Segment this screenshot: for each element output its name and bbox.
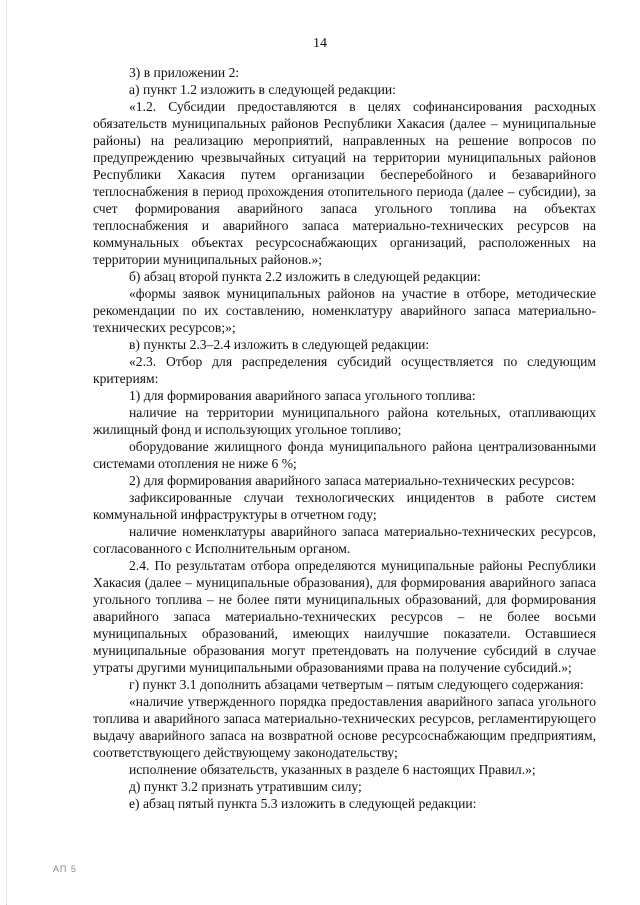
paragraph-forms-of-applications: «формы заявок муниципальных районов на участие в отборе, методические рекомендации по их составлению, номенклатуру аварийного запаса материально-технических ресурсов;»;: [93, 286, 596, 335]
footer-document-code: АП 5: [53, 864, 77, 874]
paragraph-item-g: г) пункт 3.1 дополнить абзацами четвертым – пятым следующего содержания:: [129, 677, 584, 692]
paragraph-approved-procedure: «наличие утвержденного порядка предоставления аварийного запаса угольного топлива и аварийного запаса материально-технических ресурсов, регламентирующего выдачу аварийного запаса на возвратной основе ресурсоснабжающим предприятиям, соответствующего действующему законодательству;: [93, 694, 596, 760]
paragraph-clause-2-4: 2.4. По результатам отбора определяются муниципальные районы Республики Хакасия (далее – муниципальные образования), для формирования аварийного запаса угольного топлива – не более пяти муниципальных образований, для формирования аварийного запаса материально-технических ресурсов – не более восьми муниципальных образований, имеющих наилучшие показатели. Оставшиеся муниципальные образования могут претендовать на получение субсидий в случае утраты другими муниципальными образованиями права на получение субсидий.»;: [93, 558, 596, 675]
paragraph-item-a: а) пункт 1.2 изложить в следующей редакции:: [129, 82, 396, 97]
paragraph-nomenclature: наличие номенклатуры аварийного запаса материально-технических ресурсов, согласованного с Исполнительным органом.: [93, 524, 596, 556]
paragraph-incidents: зафиксированные случаи технологических инцидентов в работе систем коммунальной инфраструктуры в отчетном году;: [93, 490, 596, 522]
paragraph-item-d: д) пункт 3.2 признать утратившим силу;: [129, 779, 362, 794]
paragraph-item-v: в) пункты 2.3–2.4 изложить в следующей редакции:: [129, 337, 430, 352]
paragraph-obligations: исполнение обязательств, указанных в разделе 6 настоящих Правил.»;: [129, 762, 536, 777]
paragraph-criterion-2: 2) для формирования аварийного запаса материально-технических ресурсов:: [129, 473, 575, 488]
scan-edge-marks: [6, 0, 8, 905]
paragraph-appendix-2: 3) в приложении 2:: [129, 65, 240, 80]
paragraph-item-b: б) абзац второй пункта 2.2 изложить в следующей редакции:: [129, 269, 481, 284]
paragraph-clause-1-2: «1.2. Субсидии предоставляются в целях софинансирования расходных обязательств муниципальных районов Республики Хакасия (далее – муниципальные районы) на реализацию мероприятий, направленных на решение вопросов по предупреждению чрезвычайных ситуаций на территории муниципальных районов Республики Хакасия путем организации бесперебойного и безаварийного теплоснабжения в период прохождения отопительного периода (далее – субсидии), за счет формирования аварийного запаса угольного топлива на объектах теплоснабжения и аварийного запаса материально-технических ресурсов на коммунальных объектах ресурсоснабжающих организаций, расположенных на территории муниципальных районов.»;: [93, 99, 596, 267]
page-number: 14: [313, 36, 327, 51]
paragraph-heating-equipment: оборудование жилищного фонда муниципального района централизованными системами отопления не ниже 6 %;: [93, 439, 596, 471]
paragraph-clause-2-3: «2.3. Отбор для распределения субсидий осуществляется по следующим критериям:: [93, 354, 596, 386]
paragraph-item-e: е) абзац пятый пункта 5.3 изложить в следующей редакции:: [129, 796, 477, 811]
document-body: [93, 64, 596, 812]
paragraph-boilers: наличие на территории муниципального района котельных, отапливающих жилищный фонд и использующих угольное топливо;: [93, 405, 596, 437]
paragraph-criterion-1: 1) для формирования аварийного запаса угольного топлива:: [129, 388, 476, 403]
